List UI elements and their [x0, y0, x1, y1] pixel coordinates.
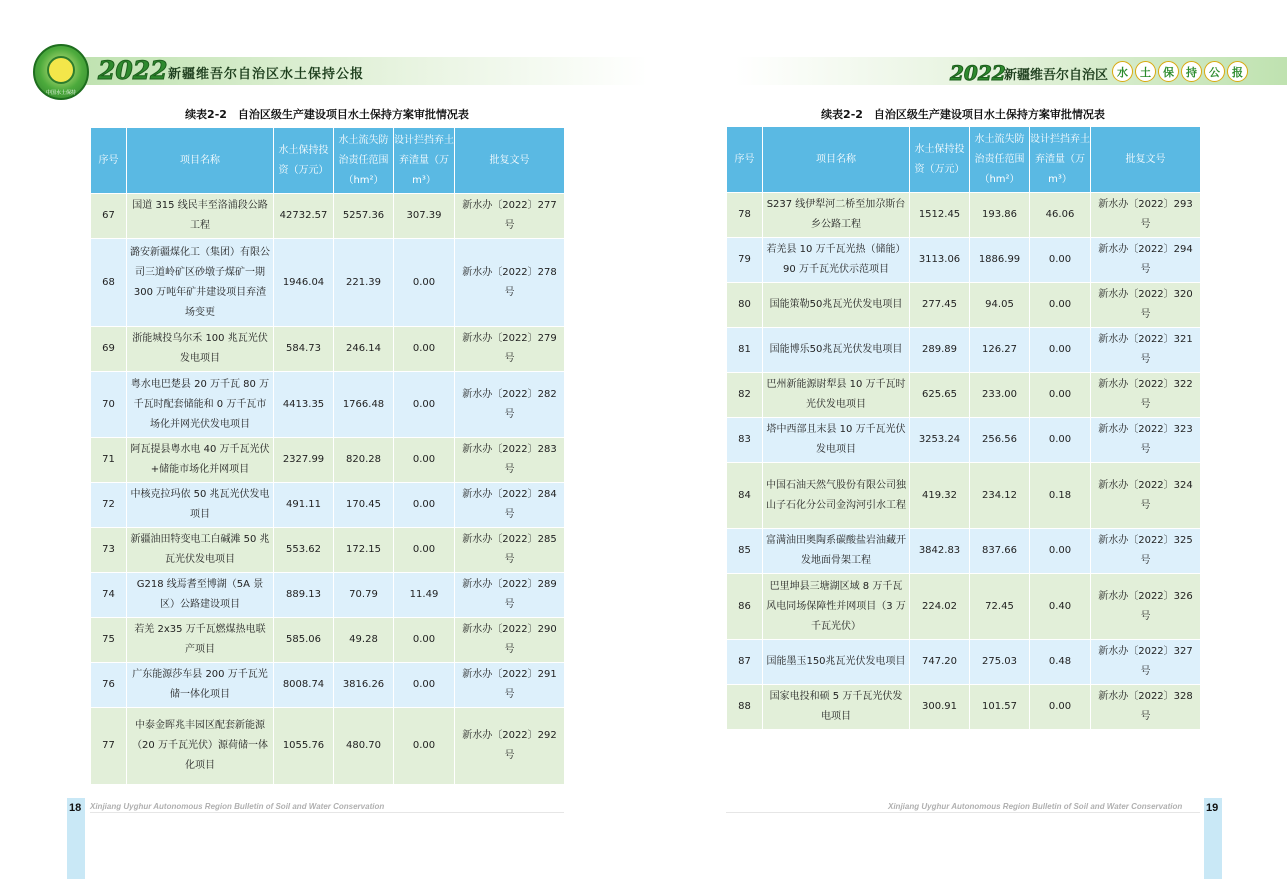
cell-waste: 307.39 — [394, 194, 455, 239]
cell-approval-doc: 新水办〔2022〕320 号 — [1091, 283, 1201, 328]
cell-area: 3816.26 — [334, 663, 394, 708]
cell-investment: 553.62 — [274, 528, 334, 573]
col-header-waste: 设计拦挡弃土弃渣量（万 m³） — [394, 128, 455, 194]
cell-no: 73 — [91, 528, 127, 573]
cell-waste: 11.49 — [394, 573, 455, 618]
cell-approval-doc: 新水办〔2022〕321 号 — [1091, 328, 1201, 373]
badge-char: 土 — [1135, 61, 1156, 82]
cell-investment: 889.13 — [274, 573, 334, 618]
cell-waste: 0.00 — [1030, 418, 1091, 463]
cell-approval-doc: 新水办〔2022〕291 号 — [455, 663, 565, 708]
cell-approval-doc: 新水办〔2022〕328 号 — [1091, 685, 1201, 730]
cell-no: 75 — [91, 618, 127, 663]
table-row — [727, 574, 1201, 640]
cell-project-name: 国道 315 线民丰至洛浦段公路工程 — [127, 194, 274, 239]
table-row — [727, 529, 1201, 574]
table-row — [727, 238, 1201, 283]
cell-investment: 491.11 — [274, 483, 334, 528]
cell-no: 80 — [727, 283, 763, 328]
cell-project-name: 富满油田奥陶系碳酸盐岩油藏开发地面骨架工程 — [763, 529, 910, 574]
cell-project-name: 巴州新能源尉犁县 10 万千瓦时光伏发电项目 — [763, 373, 910, 418]
cell-no: 87 — [727, 640, 763, 685]
page-number-right: 19 — [1206, 802, 1219, 814]
cell-approval-doc: 新水办〔2022〕292 号 — [455, 708, 565, 785]
table-row — [727, 373, 1201, 418]
cell-area: 70.79 — [334, 573, 394, 618]
cell-approval-doc: 新水办〔2022〕322 号 — [1091, 373, 1201, 418]
col-header-invest: 水土保持投资（万元） — [910, 127, 970, 193]
cell-investment: 42732.57 — [274, 194, 334, 239]
table-row — [91, 708, 565, 785]
table-row — [91, 372, 565, 438]
cell-project-name: 浙能城投乌尔禾 100 兆瓦光伏发电项目 — [127, 327, 274, 372]
col-header-no: 序号 — [91, 128, 127, 194]
col-header-waste: 设计拦挡弃土弃渣量（万 m³） — [1030, 127, 1091, 193]
col-header-area: 水土流失防治责任范围（hm²） — [970, 127, 1030, 193]
cell-no: 74 — [91, 573, 127, 618]
cell-approval-doc: 新水办〔2022〕290 号 — [455, 618, 565, 663]
cell-approval-doc: 新水办〔2022〕327 号 — [1091, 640, 1201, 685]
col-header-invest: 水土保持投资（万元） — [274, 128, 334, 194]
cell-area: 72.45 — [970, 574, 1030, 640]
col-header-doc: 批复文号 — [1091, 127, 1201, 193]
cell-no: 82 — [727, 373, 763, 418]
cell-approval-doc: 新水办〔2022〕323 号 — [1091, 418, 1201, 463]
cell-investment: 277.45 — [910, 283, 970, 328]
table-row — [91, 483, 565, 528]
cell-project-name: 新疆油田特变电工白碱滩 50 兆瓦光伏发电项目 — [127, 528, 274, 573]
table-row — [727, 640, 1201, 685]
cell-investment: 585.06 — [274, 618, 334, 663]
cell-waste: 0.00 — [394, 618, 455, 663]
approval-table-left — [90, 127, 565, 785]
logo-emblem-icon — [47, 56, 75, 84]
cell-approval-doc: 新水办〔2022〕283 号 — [455, 438, 565, 483]
cell-area: 275.03 — [970, 640, 1030, 685]
cell-area: 820.28 — [334, 438, 394, 483]
table-row — [91, 618, 565, 663]
col-header-area: 水土流失防治责任范围（hm²） — [334, 128, 394, 194]
cell-approval-doc: 新水办〔2022〕285 号 — [455, 528, 565, 573]
cell-area: 246.14 — [334, 327, 394, 372]
cell-area: 837.66 — [970, 529, 1030, 574]
cell-approval-doc: 新水办〔2022〕282 号 — [455, 372, 565, 438]
badge-char: 水 — [1112, 61, 1133, 82]
cell-project-name: 粤水电巴楚县 20 万千瓦 80 万千瓦时配套储能和 0 万千瓦市场化并网光伏发电项目 — [127, 372, 274, 438]
cell-waste: 0.00 — [394, 372, 455, 438]
col-header-name: 项目名称 — [763, 127, 910, 193]
cell-area: 1886.99 — [970, 238, 1030, 283]
badge-char: 公 — [1204, 61, 1225, 82]
region-title-right: 新疆维吾尔自治区 — [1004, 68, 1109, 83]
cell-no: 88 — [727, 685, 763, 730]
cell-no: 79 — [727, 238, 763, 283]
bulletin-badges — [1112, 61, 1250, 82]
footer-rule-right — [726, 812, 1200, 813]
cell-investment: 747.20 — [910, 640, 970, 685]
cell-area: 233.00 — [970, 373, 1030, 418]
cell-no: 81 — [727, 328, 763, 373]
table-row — [91, 438, 565, 483]
table-row — [727, 283, 1201, 328]
cell-area: 256.56 — [970, 418, 1030, 463]
table-row — [91, 194, 565, 239]
footer-rule-left — [90, 812, 564, 813]
badge-char: 持 — [1181, 61, 1202, 82]
cell-area: 480.70 — [334, 708, 394, 785]
cell-investment: 300.91 — [910, 685, 970, 730]
cell-waste: 0.00 — [1030, 328, 1091, 373]
table-caption-left: 续表2-2 自治区级生产建设项目水土保持方案审批情况表 — [185, 108, 469, 121]
col-header-name: 项目名称 — [127, 128, 274, 194]
table-row — [727, 685, 1201, 730]
cell-investment: 419.32 — [910, 463, 970, 529]
cell-investment: 1512.45 — [910, 193, 970, 238]
cell-area: 49.28 — [334, 618, 394, 663]
cell-approval-doc: 新水办〔2022〕326 号 — [1091, 574, 1201, 640]
cell-investment: 289.89 — [910, 328, 970, 373]
cell-investment: 625.65 — [910, 373, 970, 418]
cell-project-name: 中核克拉玛依 50 兆瓦光伏发电项目 — [127, 483, 274, 528]
year-left: 2022 — [98, 56, 168, 85]
logo-text: 中国水土保持 — [45, 90, 76, 96]
cell-no: 78 — [727, 193, 763, 238]
cell-waste: 0.00 — [1030, 529, 1091, 574]
cell-no: 77 — [91, 708, 127, 785]
cell-approval-doc: 新水办〔2022〕324 号 — [1091, 463, 1201, 529]
table-body-right — [727, 193, 1201, 730]
cell-no: 71 — [91, 438, 127, 483]
cell-area: 170.45 — [334, 483, 394, 528]
cell-project-name: 中泰金晖兆丰园区配套新能源（20 万千瓦光伏）源荷储一体化项目 — [127, 708, 274, 785]
badge-char: 报 — [1227, 61, 1248, 82]
cell-area: 234.12 — [970, 463, 1030, 529]
cell-area: 172.15 — [334, 528, 394, 573]
cell-investment: 2327.99 — [274, 438, 334, 483]
cell-approval-doc: 新水办〔2022〕284 号 — [455, 483, 565, 528]
cell-waste: 0.00 — [394, 438, 455, 483]
cell-investment: 584.73 — [274, 327, 334, 372]
cell-investment: 224.02 — [910, 574, 970, 640]
cell-area: 94.05 — [970, 283, 1030, 328]
cell-waste: 0.00 — [394, 528, 455, 573]
cell-waste: 0.00 — [1030, 283, 1091, 328]
cell-project-name: 阿瓦提县粤水电 40 万千瓦光伏+储能市场化并网项目 — [127, 438, 274, 483]
report-title-left: 新疆维吾尔自治区水土保持公报 — [168, 67, 365, 82]
cell-project-name: 若羌县 10 万千瓦光热（储能）90 万千瓦光伏示范项目 — [763, 238, 910, 283]
cell-project-name: G218 线焉耆至博湖（5A 景区）公路建设项目 — [127, 573, 274, 618]
cell-project-name: 巴里坤县三塘湖区域 8 万千瓦风电同场保障性并网项目（3 万千瓦光伏） — [763, 574, 910, 640]
cell-investment: 3253.24 — [910, 418, 970, 463]
cell-project-name: S237 线伊犁河二桥至加尕斯台乡公路工程 — [763, 193, 910, 238]
cell-waste: 0.00 — [1030, 238, 1091, 283]
footer-text-left: Xinjiang Uyghur Autonomous Region Bulletin of Soil and Water Conservation — [90, 802, 385, 811]
cell-waste: 0.00 — [394, 483, 455, 528]
cell-investment: 3842.83 — [910, 529, 970, 574]
table-row — [91, 327, 565, 372]
table-row — [91, 528, 565, 573]
cell-waste: 46.06 — [1030, 193, 1091, 238]
year-right: 2022 — [950, 61, 1006, 85]
cell-no: 76 — [91, 663, 127, 708]
table-row — [91, 573, 565, 618]
table-row — [727, 463, 1201, 529]
cell-no: 70 — [91, 372, 127, 438]
cell-approval-doc: 新水办〔2022〕279 号 — [455, 327, 565, 372]
cell-project-name: 潞安新疆煤化工（集团）有限公司三道岭矿区砂墩子煤矿一期 300 万吨年矿井建设项目弃渣场变更 — [127, 239, 274, 327]
cell-approval-doc: 新水办〔2022〕293 号 — [1091, 193, 1201, 238]
cell-waste: 0.00 — [394, 239, 455, 327]
cell-area: 221.39 — [334, 239, 394, 327]
cell-area: 101.57 — [970, 685, 1030, 730]
cell-no: 68 — [91, 239, 127, 327]
cell-no: 83 — [727, 418, 763, 463]
cell-approval-doc: 新水办〔2022〕289 号 — [455, 573, 565, 618]
cell-waste: 0.40 — [1030, 574, 1091, 640]
cell-waste: 0.48 — [1030, 640, 1091, 685]
cell-area: 1766.48 — [334, 372, 394, 438]
cell-investment: 1055.76 — [274, 708, 334, 785]
cell-investment: 3113.06 — [910, 238, 970, 283]
cell-approval-doc: 新水办〔2022〕277 号 — [455, 194, 565, 239]
page-number-left: 18 — [69, 802, 82, 814]
cell-waste: 0.00 — [394, 708, 455, 785]
cell-approval-doc: 新水办〔2022〕325 号 — [1091, 529, 1201, 574]
cell-project-name: 中国石油天然气股份有限公司独山子石化分公司金沟河引水工程 — [763, 463, 910, 529]
table-body-left — [91, 194, 565, 785]
cell-waste: 0.00 — [394, 663, 455, 708]
cell-project-name: 国能策勒50兆瓦光伏发电项目 — [763, 283, 910, 328]
cell-investment: 4413.35 — [274, 372, 334, 438]
approval-table-right — [726, 126, 1201, 730]
cell-project-name: 国家电投和硕 5 万千瓦光伏发电项目 — [763, 685, 910, 730]
cell-approval-doc: 新水办〔2022〕278 号 — [455, 239, 565, 327]
cell-no: 85 — [727, 529, 763, 574]
cell-area: 5257.36 — [334, 194, 394, 239]
table-row — [727, 328, 1201, 373]
cell-no: 72 — [91, 483, 127, 528]
cell-area: 193.86 — [970, 193, 1030, 238]
table-caption-right: 续表2-2 自治区级生产建设项目水土保持方案审批情况表 — [821, 108, 1105, 121]
cell-no: 86 — [727, 574, 763, 640]
cell-waste: 0.00 — [1030, 373, 1091, 418]
bulletin-logo — [33, 44, 89, 100]
cell-approval-doc: 新水办〔2022〕294 号 — [1091, 238, 1201, 283]
footer-text-right: Xinjiang Uyghur Autonomous Region Bulletin of Soil and Water Conservation — [888, 802, 1183, 811]
cell-no: 84 — [727, 463, 763, 529]
table-row — [91, 239, 565, 327]
cell-waste: 0.18 — [1030, 463, 1091, 529]
cell-waste: 0.00 — [394, 327, 455, 372]
cell-investment: 8008.74 — [274, 663, 334, 708]
cell-no: 69 — [91, 327, 127, 372]
cell-project-name: 塔中西部且末县 10 万千瓦光伏发电项目 — [763, 418, 910, 463]
cell-project-name: 国能博乐50兆瓦光伏发电项目 — [763, 328, 910, 373]
col-header-doc: 批复文号 — [455, 128, 565, 194]
cell-no: 67 — [91, 194, 127, 239]
cell-area: 126.27 — [970, 328, 1030, 373]
cell-project-name: 广东能源莎车县 200 万千瓦光储一体化项目 — [127, 663, 274, 708]
cell-waste: 0.00 — [1030, 685, 1091, 730]
badge-char: 保 — [1158, 61, 1179, 82]
table-row — [91, 663, 565, 708]
table-row — [727, 418, 1201, 463]
table-row — [727, 193, 1201, 238]
cell-project-name: 若羌 2x35 万千瓦燃煤热电联产项目 — [127, 618, 274, 663]
cell-project-name: 国能墨玉150兆瓦光伏发电项目 — [763, 640, 910, 685]
col-header-no: 序号 — [727, 127, 763, 193]
cell-investment: 1946.04 — [274, 239, 334, 327]
